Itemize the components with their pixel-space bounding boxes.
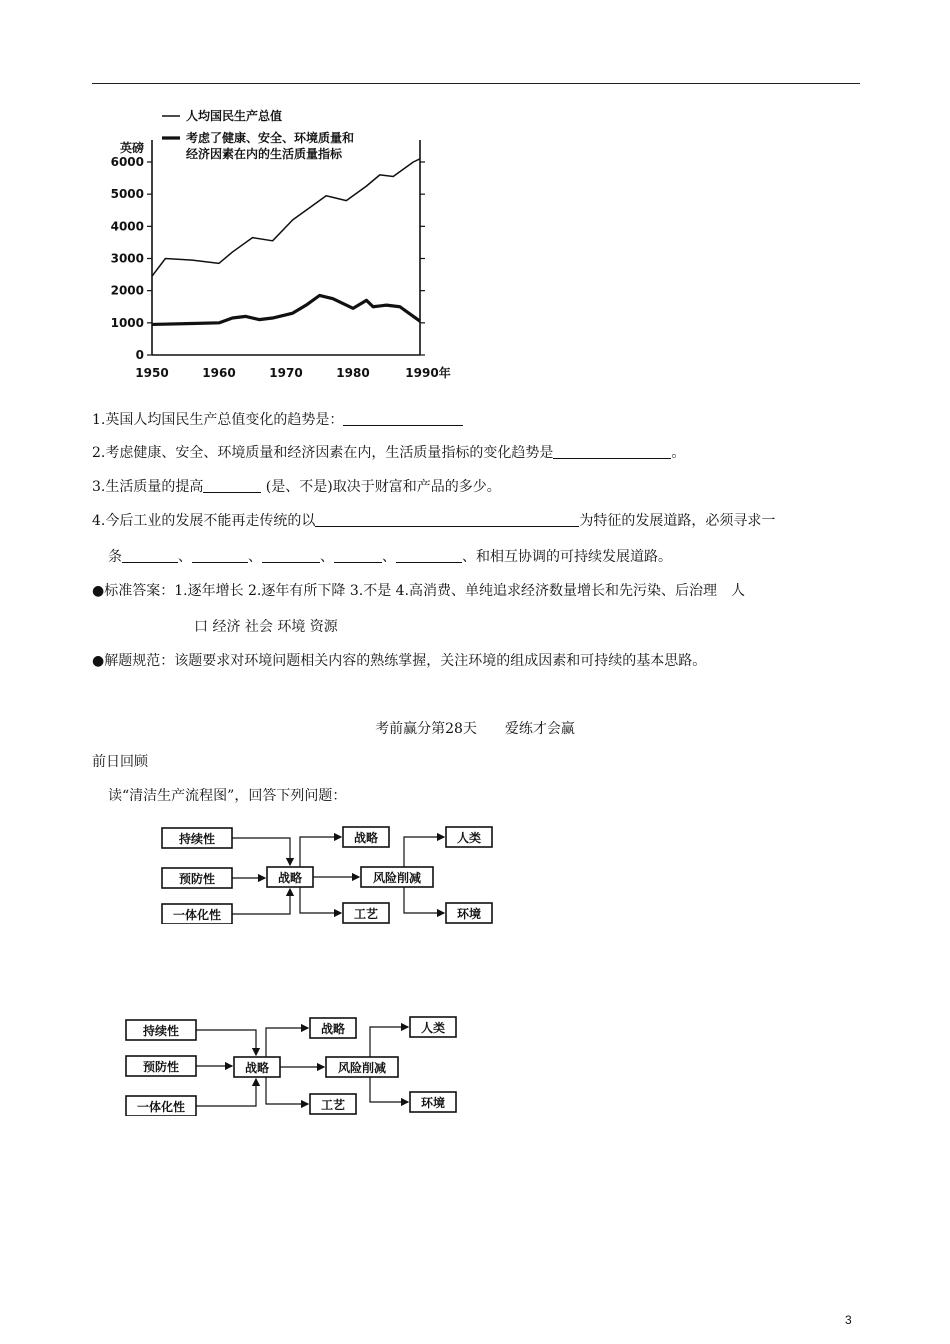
question-2-text: 2.考虑健康、安全、环境质量和经济因素在内，生活质量指标的变化趋势是	[92, 445, 554, 461]
separator: 、	[382, 549, 396, 565]
separator: 、	[248, 549, 262, 565]
solution-guide: ●解题规范：该题要求对环境问题相关内容的熟练掌握，关注环境的组成因素和可持续的基本思路。	[92, 653, 707, 669]
y-tick-label: 3000	[110, 251, 144, 266]
question-2-end: 。	[671, 445, 686, 461]
question-2	[92, 443, 685, 463]
arrow	[266, 1077, 308, 1104]
x-tick-label: 1950	[135, 366, 169, 380]
question-4-prefix: 条	[108, 549, 122, 565]
x-tick-label: 1960	[202, 366, 236, 380]
y-tick-label: 2000	[110, 283, 144, 298]
arrow	[370, 1077, 408, 1102]
environment-label: 环境	[456, 907, 482, 921]
answer-blank-6[interactable]	[192, 548, 248, 563]
x-tick-label: 1990年	[405, 366, 451, 380]
y-tick-label: 6000	[110, 155, 144, 169]
answer-blank-1[interactable]	[343, 411, 463, 426]
separator: 、	[320, 549, 334, 565]
question-3-text: 3.生活质量的提高	[92, 479, 204, 495]
arrow	[232, 889, 290, 914]
answer-blank-5[interactable]	[122, 548, 178, 563]
strategy-label: 战略	[244, 1061, 270, 1075]
question-4-text: 4.今后工业的发展不能再走传统的以	[92, 513, 316, 529]
standard-answer-line-2: 口 经济 社会 环境 资源	[194, 619, 338, 635]
arrow	[404, 837, 444, 867]
process-label: 工艺	[320, 1098, 346, 1112]
answer-blank-8[interactable]	[334, 548, 382, 563]
question-3-end: (是、不是)取决于财富和产品的多少。	[261, 479, 501, 495]
arrow	[370, 1027, 408, 1057]
standard-answer-line-1: ●标准答案：1.逐年增长 2.逐年有所下降 3.不是 4.高消费、单纯追求经济数量增长和先污染、后治理 人	[92, 583, 745, 599]
legend-label-quality: 考虑了健康、安全、环境质量和经济因素在内的生活质量指标	[186, 131, 355, 161]
review-label: 前日回顾	[92, 754, 148, 770]
environment-label: 环境	[420, 1096, 446, 1110]
strategy-label: 战略	[277, 871, 303, 885]
flow-prompt: 读“清洁生产流程图”，回答下列问题：	[108, 788, 347, 804]
integration-label: 一体化性	[136, 1100, 186, 1114]
arrow	[232, 838, 290, 865]
prevention-label: 预防性	[142, 1060, 180, 1074]
question-1-text: 1.英国人均国民生产总值变化的趋势是：	[92, 412, 344, 428]
risk-label: 风险削减	[337, 1061, 387, 1075]
x-tick-label: 1980	[336, 366, 370, 380]
answer-blank-3[interactable]	[203, 478, 261, 493]
strategy-top-label: 战略	[320, 1022, 346, 1036]
answer-blank-9[interactable]	[396, 548, 462, 563]
question-4-cont: 为特征的发展道路，必须寻求一	[579, 513, 776, 529]
arrow	[404, 887, 444, 913]
question-1	[92, 410, 463, 430]
question-3	[92, 477, 501, 497]
continuity-label: 持续性	[178, 832, 216, 846]
strategy-top-label: 战略	[353, 831, 379, 845]
question-4	[92, 511, 775, 531]
humans-label: 人类	[456, 831, 482, 845]
answer-blank-2[interactable]	[553, 444, 671, 459]
gnp-series-line	[152, 159, 420, 276]
arrow	[196, 1030, 256, 1055]
arrow	[300, 837, 341, 867]
continuity-label: 持续性	[142, 1024, 180, 1038]
y-tick-label: 1000	[110, 315, 144, 330]
prevention-label: 预防性	[178, 872, 216, 886]
header-rule	[92, 83, 860, 84]
section-title: 考前赢分第28天 爱练才会赢	[375, 721, 575, 737]
integration-label: 一体化性	[172, 908, 222, 922]
quality-series-line	[152, 295, 420, 324]
humans-label: 人类	[420, 1021, 446, 1035]
flow-diagram-1	[160, 822, 500, 924]
gnp-line-chart	[100, 100, 460, 385]
question-4-line2	[108, 547, 672, 567]
answer-blank-4[interactable]	[315, 512, 579, 527]
x-tick-label: 1970	[269, 366, 303, 380]
question-4-end: 、和相互协调的可持续发展道路。	[462, 549, 672, 565]
y-axis-label: 英磅	[120, 141, 145, 155]
arrow	[196, 1079, 256, 1106]
answer-blank-7[interactable]	[262, 548, 320, 563]
y-tick-label: 0	[135, 348, 144, 362]
process-label: 工艺	[353, 907, 379, 921]
separator: 、	[178, 549, 192, 565]
page-number: 3	[845, 1313, 852, 1327]
y-tick-label: 4000	[110, 219, 144, 234]
y-tick-label: 5000	[110, 187, 144, 202]
legend-label-gnp: 人均国民生产总值	[186, 109, 283, 123]
arrow	[300, 887, 341, 913]
risk-label: 风险削减	[372, 871, 422, 885]
arrow	[266, 1028, 308, 1057]
flow-diagram-2	[124, 1014, 464, 1116]
